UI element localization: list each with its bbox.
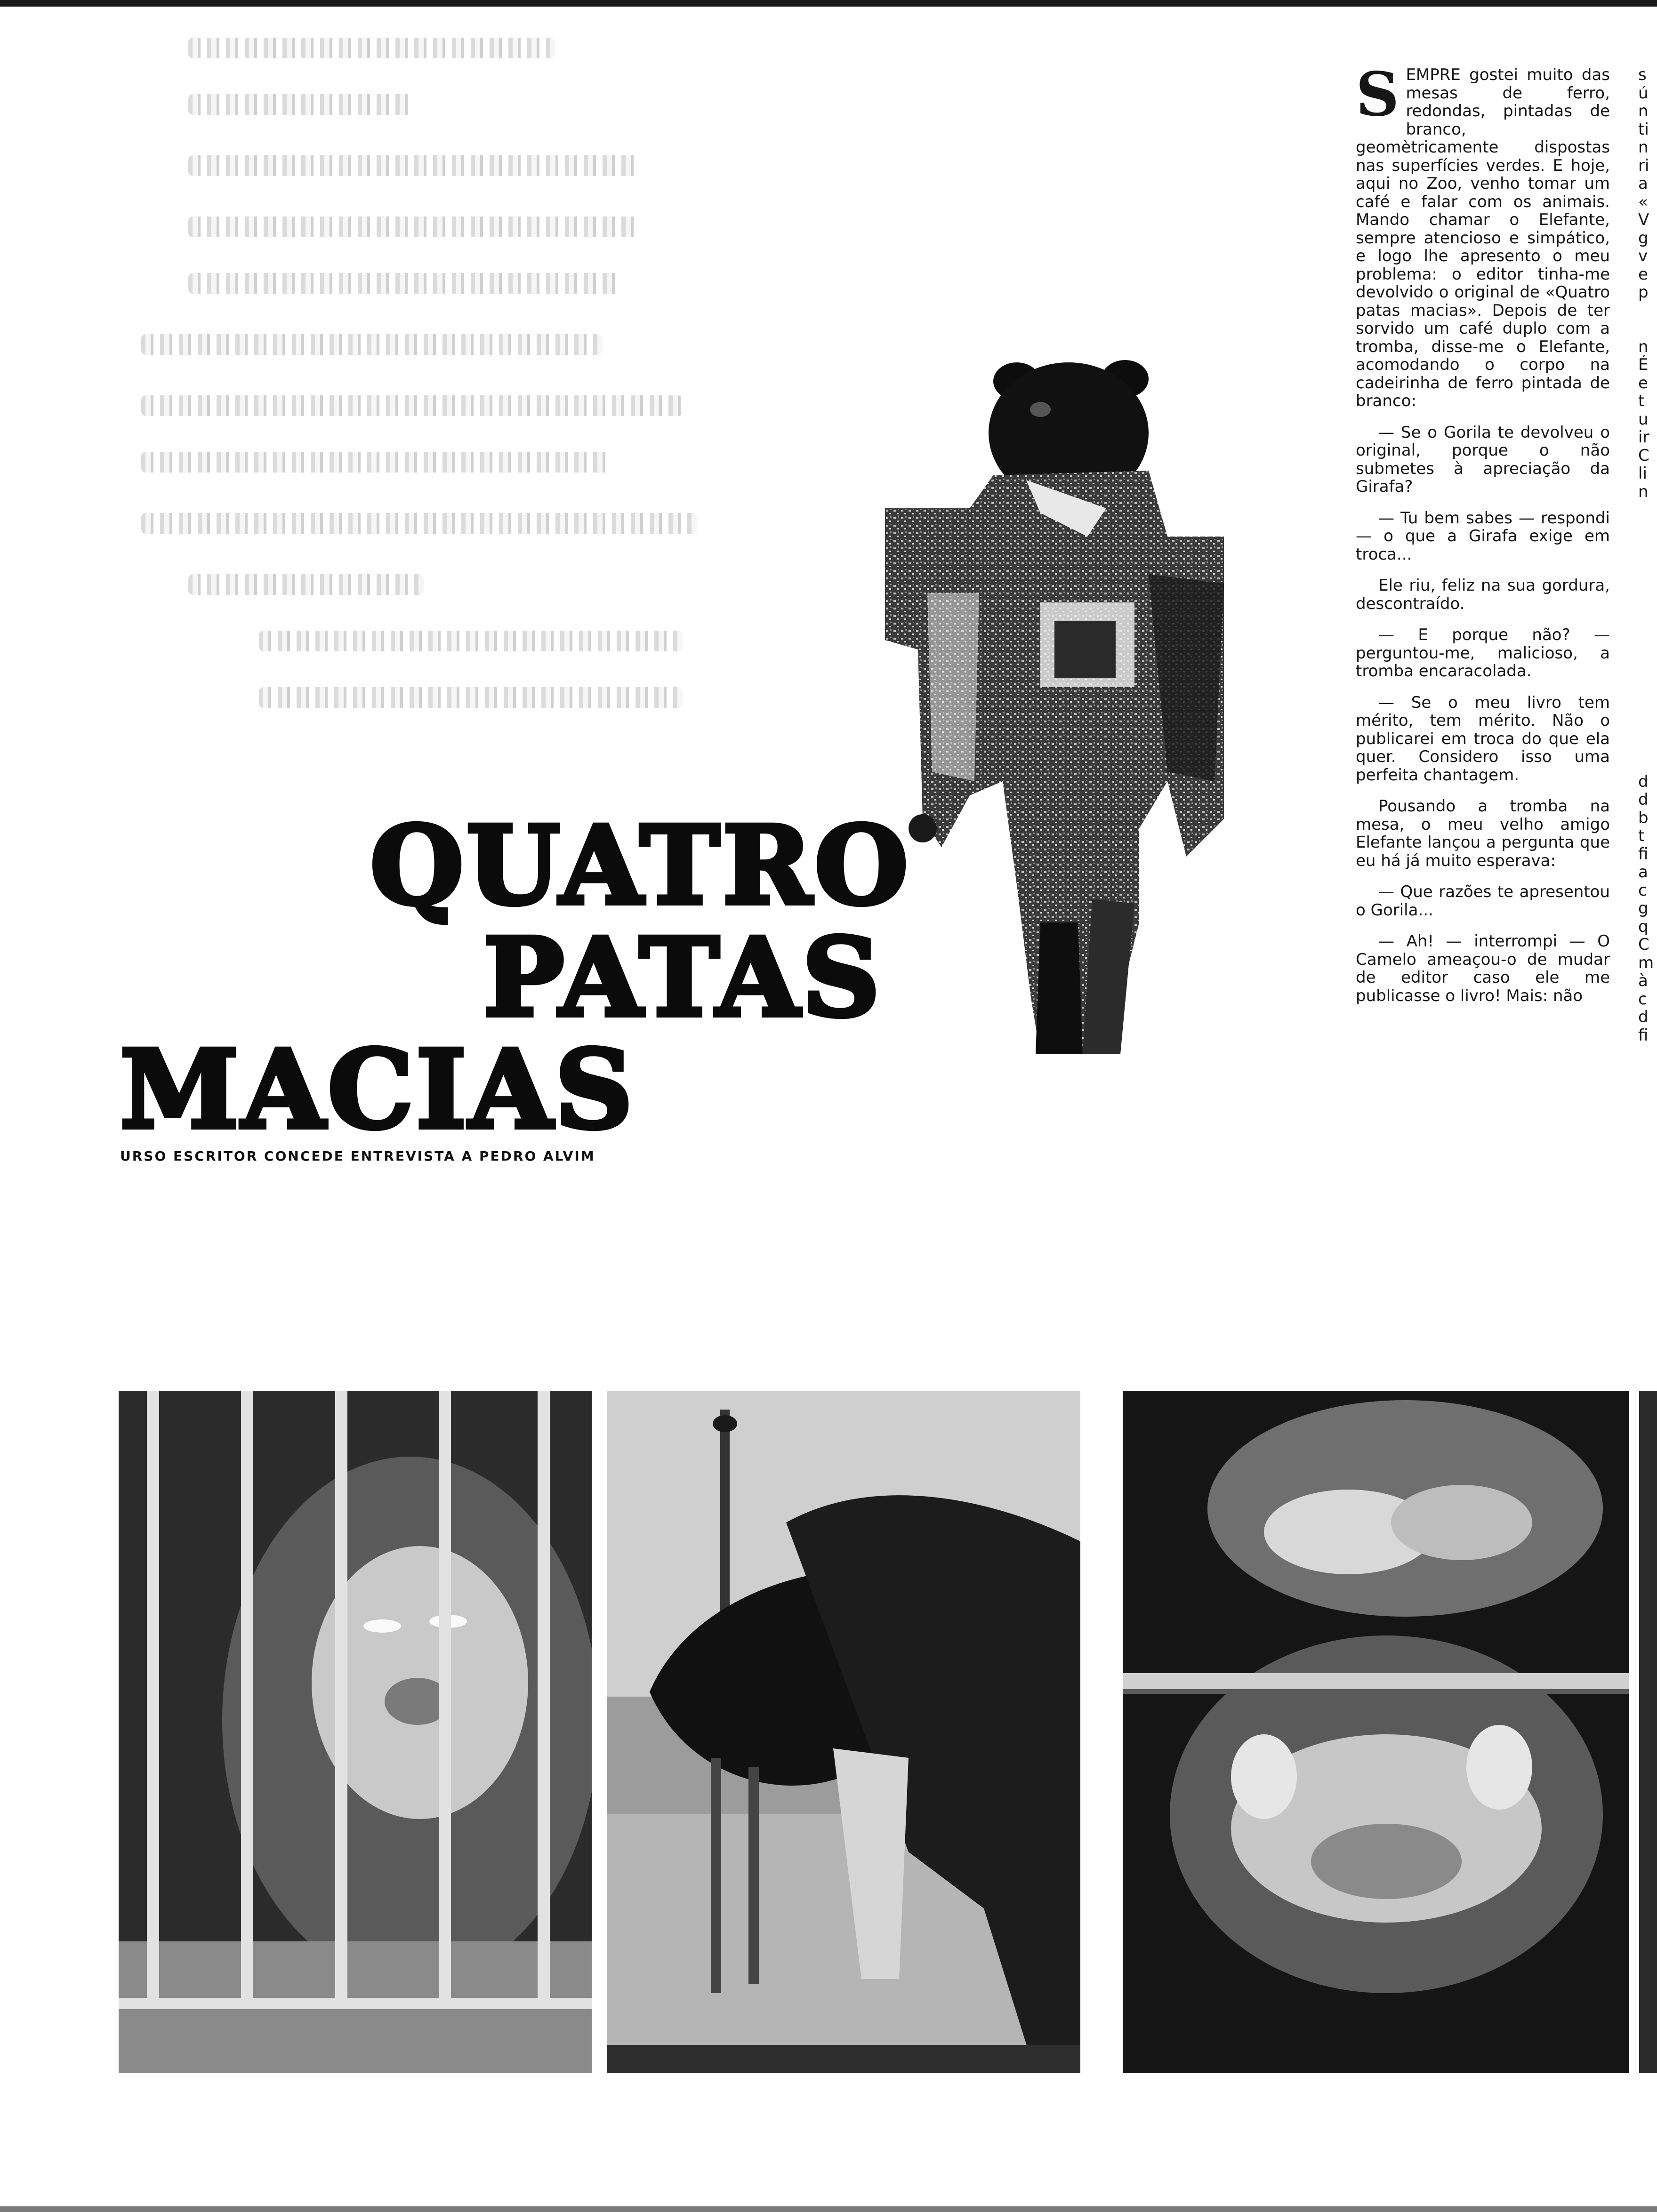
next-column-line: u: [1638, 409, 1649, 429]
next-column-line: c: [1638, 989, 1647, 1009]
next-column-line: e: [1638, 264, 1648, 284]
article-column: [1356, 59, 1610, 1018]
paragraph-2: — Se o Gorila te devolveu o original, porque o não submetes à apreciação da Girafa?: [1356, 423, 1610, 496]
next-column-line: [1638, 718, 1657, 737]
next-column-line: q: [1638, 917, 1649, 936]
next-column-line: a: [1638, 863, 1648, 882]
next-column-line: ri: [1638, 156, 1649, 175]
next-column-line: g: [1638, 899, 1649, 918]
next-column-line: b: [1638, 808, 1649, 827]
next-column-line: p: [1638, 283, 1649, 302]
faded-bleed-through-text: [118, 28, 706, 715]
next-column-line: fi: [1638, 844, 1649, 864]
next-column-line: C: [1638, 935, 1649, 954]
next-column-line: t: [1638, 392, 1645, 410]
next-column-line: [1638, 555, 1657, 574]
next-column-line: [1638, 501, 1657, 519]
next-column-line: n: [1638, 102, 1649, 120]
next-column-line: [1638, 519, 1657, 537]
paragraph-3: — Tu bem sabes — respondi — o que a Girafa exige em troca...: [1356, 508, 1610, 564]
bear-figure-icon: [885, 358, 1224, 1064]
subtitle: URSO ESCRITOR CONCEDE ENTREVISTA A PEDRO ALVIM: [120, 1148, 595, 1164]
ostrich-at-fence-icon: [607, 1391, 1080, 2073]
next-column-line: ti: [1638, 120, 1649, 139]
next-column-line: n: [1638, 482, 1649, 501]
top-border: [0, 0, 1657, 7]
next-column-line: li: [1638, 464, 1647, 483]
drop-cap: S: [1356, 59, 1400, 130]
next-column-line: V: [1638, 210, 1649, 229]
next-column-line: d: [1638, 772, 1649, 791]
next-column-line: n: [1638, 337, 1649, 356]
ostrich-photo: [607, 1391, 1080, 2073]
next-column-line: m: [1638, 953, 1654, 972]
next-column-line: fi: [1638, 1026, 1649, 1045]
paragraph-text: EMPRE gostei muito das mesas de ferro, redondas, pintadas de branco, geomètricamente dispostas nas superfícies verdes. E hoje, aqui no Zoo, venho tomar um café e falar com os animais. Mando chamar o Elefante, sempre atencioso e simpático, e logo lhe apresento o meu problema: o editor tinha-me devolvido o original de «Quatro patas macias». Depois de ter sorvido um café duplo com a tromba, disse-me o Elefante, acomodando o corpo na cadeirinha de ferro pintada de branco:: [1356, 65, 1610, 410]
next-column-line: [1638, 609, 1657, 628]
cut-off-photo-edge: [1639, 1391, 1657, 2073]
next-column-fragment: [1638, 66, 1657, 1337]
paragraph-4: Ele riu, feliz na sua gordura, descontraído.: [1356, 576, 1610, 613]
next-column-line: d: [1638, 790, 1649, 809]
next-column-line: «: [1638, 192, 1648, 211]
next-column-line: [1638, 682, 1657, 700]
next-column-line: c: [1638, 881, 1647, 900]
next-column-line: [1638, 754, 1657, 773]
next-column-line: [1638, 664, 1657, 682]
bear-costume-photo: [885, 358, 1224, 1064]
paragraph-8: — Que razões te apresentou o Gorila...: [1356, 882, 1610, 920]
bottom-border: [0, 2206, 1657, 2212]
next-column-line: d: [1638, 1008, 1649, 1026]
next-column-line: à: [1638, 971, 1648, 990]
next-column-line: É: [1638, 355, 1649, 374]
next-column-line: v: [1638, 247, 1648, 265]
next-column-line: [1638, 700, 1657, 719]
next-column-line: [1638, 573, 1657, 592]
next-column-line: a: [1638, 174, 1648, 193]
paragraph-5: — E porque não? — perguntou-me, malicioso, a tromba encaracolada.: [1356, 625, 1610, 681]
headline-line-3: MACIAS: [120, 1026, 635, 1153]
headline-line-1: QUATRO: [370, 802, 911, 929]
next-column-line: [1638, 737, 1657, 755]
next-column-line: [1638, 592, 1657, 610]
next-column-line: [1638, 302, 1657, 320]
next-column-line: e: [1638, 373, 1648, 393]
headline-block: [120, 802, 911, 1153]
next-column-line: [1638, 628, 1657, 646]
next-column-line: ir: [1638, 428, 1649, 447]
paragraph-1: [1356, 59, 1610, 410]
next-column-line: ú: [1638, 83, 1649, 103]
next-column-line: C: [1638, 446, 1649, 465]
next-column-line: [1638, 320, 1657, 338]
paragraph-6: — Se o meu livro tem mérito, tem mérito. Não o publicarei em troca do que ela quer. Considero isso uma perfeita chantagem.: [1356, 693, 1610, 785]
lion-in-cage-icon: [119, 1391, 592, 2073]
paragraph-9: — Ah! — interrompi — O Camelo ameaçou-o de mudar de editor caso ele me publicasse o livro! Mais: não: [1356, 932, 1610, 1005]
paragraph-7: Pousando a tromba na mesa, o meu velho amigo Elefante lançou a pergunta que eu há já muito esperava:: [1356, 797, 1610, 870]
hippo-photo: [1123, 1391, 1629, 2073]
next-column-line: [1638, 537, 1657, 555]
headline-line-2: PATAS: [483, 914, 883, 1041]
next-column-line: n: [1638, 138, 1649, 157]
hippo-open-mouth-icon: [1123, 1391, 1629, 2073]
next-column-line: g: [1638, 228, 1649, 248]
lion-photo: [119, 1391, 592, 2073]
next-column-line: t: [1638, 826, 1645, 845]
next-column-line: s: [1638, 66, 1647, 84]
next-column-line: [1638, 646, 1657, 664]
